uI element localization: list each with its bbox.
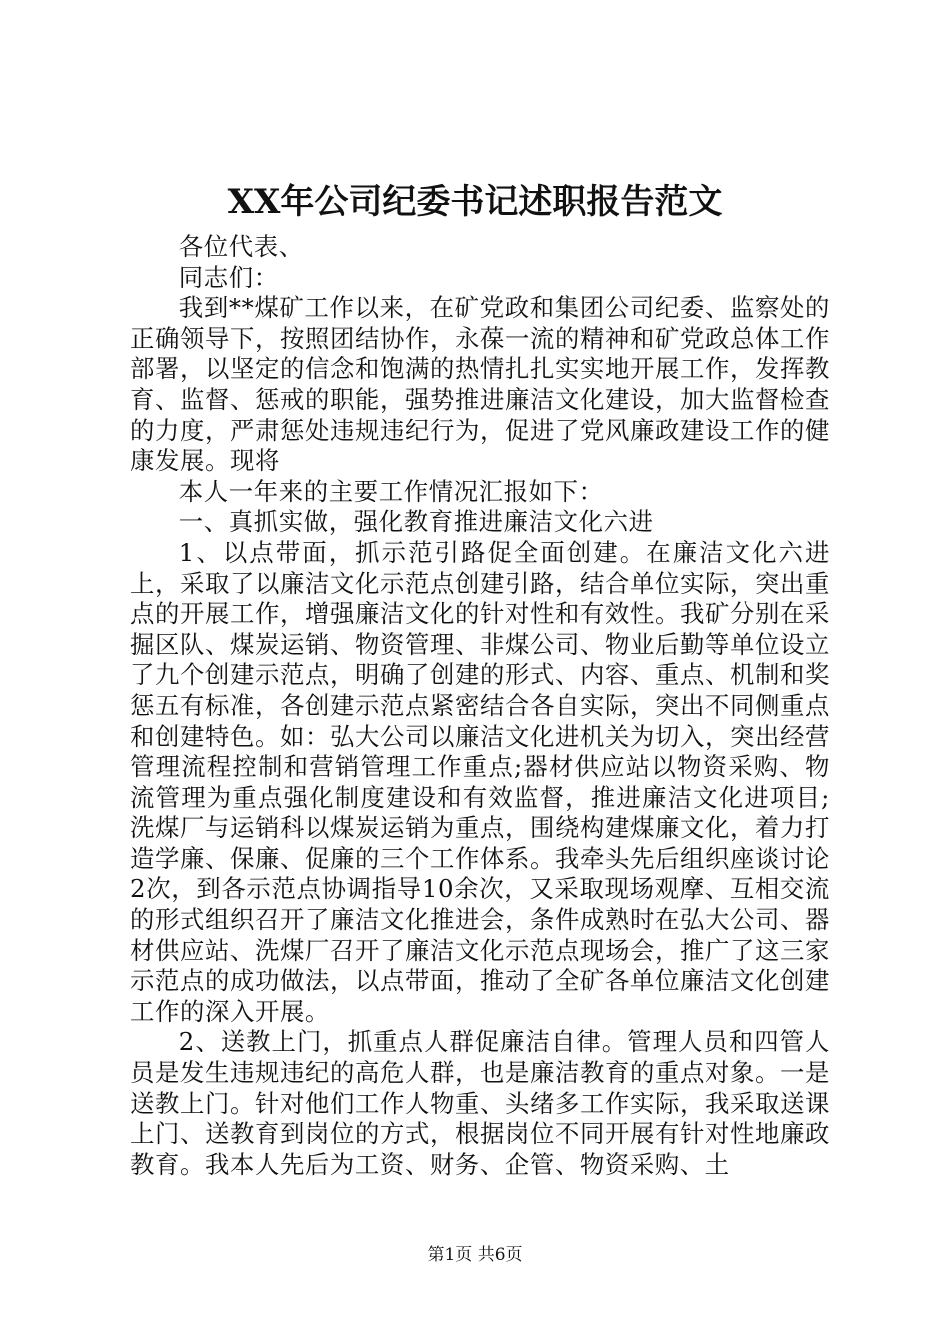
salutation-line: 各位代表、 xyxy=(178,232,304,261)
body-paragraph: 我到**煤矿工作以来，在矿党政和集团公司纪委、监察处的正确领导下，按照团结协作，永葆一流的精神和矿党政总体工作部署，以坚定的信念和饱满的热情扎扎实实地开展工作，发挥教育、监督、惩戒的职能，强势推进廉洁文化建设，加大监督检查的力度，严肃惩处违规违纪行为，促进了党风廉政建设工作的健康发展。现将 xyxy=(130,293,830,476)
document-title: XX年公司纪委书记述职报告范文 xyxy=(227,182,723,222)
salutation-line: 同志们： xyxy=(178,262,279,292)
section-heading: 一、真抓实做，强化教育推进廉洁文化六进 xyxy=(178,507,654,537)
document-body xyxy=(130,232,830,1180)
body-paragraph: 2、送教上门，抓重点人群促廉洁自律。管理人员和四管人员是发生违规违纪的高危人群，也是廉洁教育的重点对象。一是送教上门。针对他们工作人物重、头绪多工作实际，我采取送课上门、送教育到岗位的方式，根据岗位不同开展有针对性地廉政教育。我本人先后为工资、财务、企管、物资采购、土 xyxy=(130,1027,830,1179)
body-paragraph: 1、以点带面，抓示范引路促全面创建。在廉洁文化六进上，采取了以廉洁文化示范点创建引路，结合单位实际，突出重点的开展工作，增强廉洁文化的针对性和有效性。我矿分别在采掘区队、煤炭运销、物资管理、非煤公司、物业后勤等单位设立了九个创建示范点，明确了创建的形式、内容、重点、机制和奖惩五有标准，各创建示范点紧密结合各自实际，突出不同侧重点和创建特色。如：弘大公司以廉洁文化进机关为切入，突出经营管理流程控制和营销管理工作重点;器材供应站以物资采购、物流管理为重点强化制度建设和有效监督，推进廉洁文化进项目;洗煤厂与运销科以煤炭运销为重点，围绕构建煤廉文化，着力打造学廉、保廉、促廉的三个工作体系。我牵头先后组织座谈讨论2次，到各示范点协调指导10余次，又采取现场观摩、互相交流的形式组织召开了廉洁文化推进会，条件成熟时在弘大公司、器材供应站、洗煤厂召开了廉洁文化示范点现场会，推广了这三家示范点的成功做法，以点带面，推动了全矿各单位廉洁文化创建工作的深入开展。 xyxy=(130,537,830,1026)
body-paragraph: 本人一年来的主要工作情况汇报如下： xyxy=(178,476,604,506)
page-footer: 第1页 共6页 xyxy=(427,1245,523,1265)
